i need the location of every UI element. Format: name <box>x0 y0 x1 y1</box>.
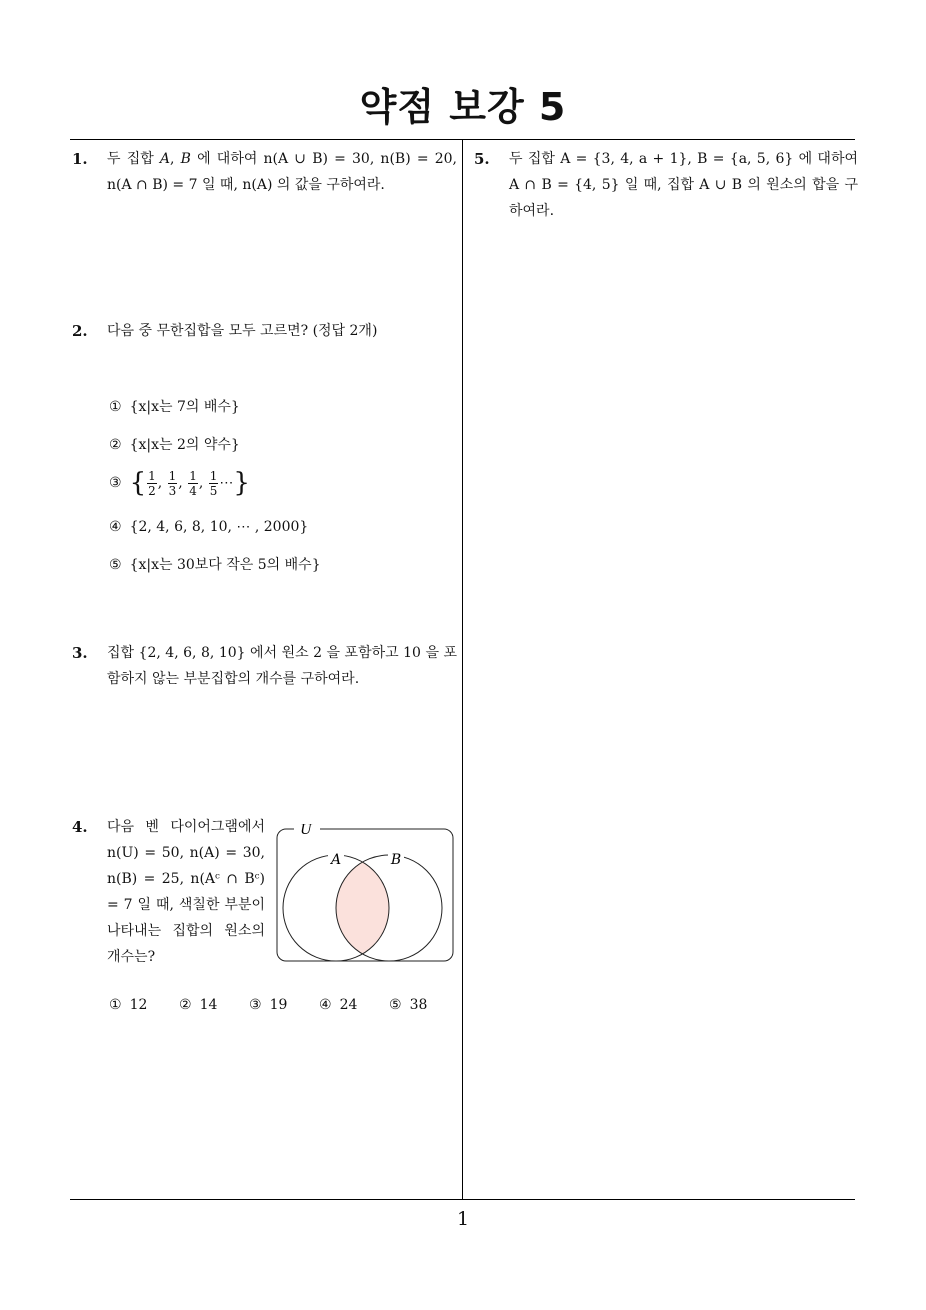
bottom-rule <box>70 1199 855 1200</box>
fraction-3: $\frac{1}{4}$ <box>189 468 197 498</box>
choice-4 <box>319 992 357 1018</box>
choice-mark: ④ <box>319 997 332 1013</box>
choice-3 <box>249 992 287 1018</box>
problem-number: 1. <box>72 150 88 168</box>
universe-label: U <box>300 824 312 838</box>
page-title: 약점 보강 5 <box>359 85 567 129</box>
problem-3 <box>72 640 457 692</box>
choice-1 <box>109 992 147 1018</box>
choice-mark: ③ <box>249 997 262 1013</box>
problem-number: 2. <box>72 322 88 340</box>
choice-2 <box>109 432 240 458</box>
choice-mark: ② <box>179 997 192 1013</box>
choice-text: {x|x는 30보다 작은 5의 배수} <box>129 557 321 573</box>
choice-mark: ① <box>109 399 122 415</box>
choice-2 <box>179 992 217 1018</box>
choice-4 <box>109 514 308 540</box>
choice-text: 38 <box>409 997 428 1013</box>
set-b-label: B <box>390 852 402 868</box>
fraction-4: $\frac{1}{5}$ <box>209 468 218 498</box>
choice-mark: ③ <box>109 475 122 491</box>
problem-4 <box>72 814 457 1024</box>
problem-text: 다음 벤 다이어그램에서 n(U) = 50, n(A) = 30, n(B) = 25, n(Aᶜ ∩ Bᶜ) = 7 일 때, 색칠한 부분이 나타내는 집합의 원소의 개수는? <box>107 819 265 965</box>
problem-number: 3. <box>72 644 88 662</box>
problem-number: 4. <box>72 818 88 836</box>
choice-text: 12 <box>129 997 148 1013</box>
page-number: 1 <box>456 1208 470 1230</box>
choice-mark: ② <box>109 437 122 453</box>
problem-text: 다음 중 무한집합을 모두 고르면? (정답 2개) <box>107 323 378 339</box>
problem-1 <box>72 146 457 198</box>
problem-5 <box>474 146 858 224</box>
choice-text: {2, 4, 6, 8, 10, ⋯ , 2000} <box>129 519 309 535</box>
choice-text: {x|x는 2의 약수} <box>129 437 240 453</box>
problem-number: 5. <box>474 150 490 168</box>
choice-mark: ⑤ <box>109 557 122 573</box>
problem-text: 두 집합 A = {3, 4, a + 1}, B = {a, 5, 6} 에 대하여 A ∩ B = {4, 5} 일 때, 집합 A ∪ B 의 원소의 합을 구하여라. <box>509 151 858 219</box>
choice-3: ③ { $\frac{1}{2}$ , $\frac{1}{3}$ , $\frac{1}{4}$ , $\frac{1}{5}$ ⋯} <box>109 468 250 498</box>
choice-mark: ④ <box>109 519 122 535</box>
choice-mark: ⑤ <box>389 997 402 1013</box>
venn-diagram <box>276 824 456 964</box>
choice-5 <box>109 552 321 578</box>
set-a-label: A <box>330 852 342 868</box>
problem-2 <box>72 318 457 573</box>
column-divider <box>462 139 463 1200</box>
problem-text: 집합 {2, 4, 6, 8, 10} 에서 원소 2 을 포함하고 10 을 포함하지 않는 부분집합의 개수를 구하여라. <box>107 645 457 687</box>
fraction-1: $\frac{1}{2}$ <box>148 468 156 498</box>
choice-5 <box>389 992 427 1018</box>
choice-text: 19 <box>269 997 288 1013</box>
choice-mark: ① <box>109 997 122 1013</box>
fraction-2: $\frac{1}{3}$ <box>168 468 177 498</box>
choice-text: 24 <box>339 997 358 1013</box>
choice-1 <box>109 394 240 420</box>
choice-text: 14 <box>199 997 218 1013</box>
choice-text: {x|x는 7의 배수} <box>129 399 240 415</box>
problem-text: 두 집합 A, B 에 대하여 n(A ∪ B) = 30, n(B) = 20, n(A ∩ B) = 7 일 때, n(A) 의 값을 구하여라. <box>107 151 457 193</box>
